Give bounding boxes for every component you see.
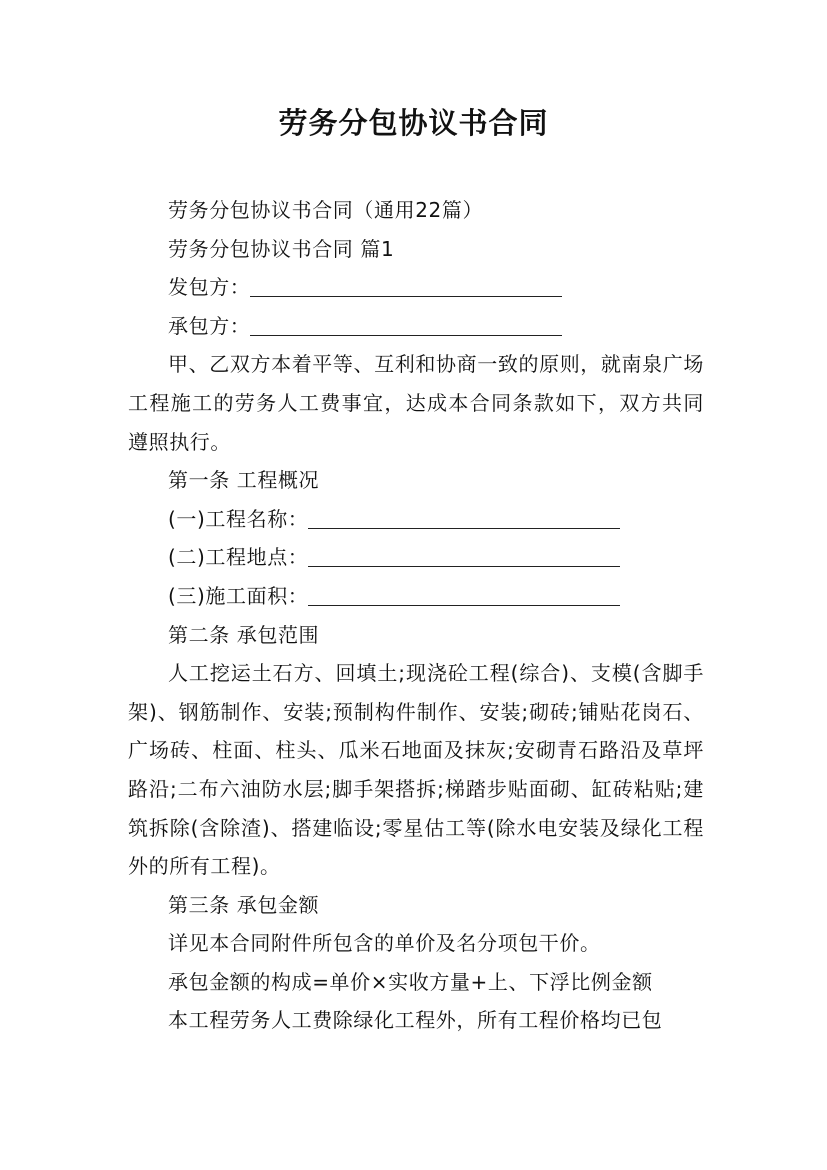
intro-paragraph: 甲、乙双方本着平等、互利和协商一致的原则，就南泉广场工程施工的劳务人工费事宜，达成本合同条款如下，双方共同遵照执行。 <box>128 352 704 454</box>
project-name-label: (一)工程名称： <box>168 506 309 531</box>
article-1-heading: 第一条 工程概况 <box>168 468 320 493</box>
party-b-line <box>128 307 704 346</box>
project-location-label: (二)工程地点： <box>168 545 309 570</box>
project-location-line <box>128 538 704 577</box>
project-location-blank <box>308 565 620 567</box>
price-formula-paragraph: 承包金额的构成=单价×实收方量+上、下浮比例金额 <box>168 969 653 994</box>
document-body <box>128 191 704 1040</box>
project-name-blank <box>308 527 620 529</box>
subtitle-paragraph: 劳务分包协议书合同（通用22篇） <box>168 198 484 222</box>
construction-area-line <box>128 577 704 616</box>
party-a-blank <box>250 295 562 297</box>
scope-paragraph: 人工挖运土石方、回填土;现浇砼工程(综合)、支模(含脚手架)、钢筋制作、安装;预制构件制作、安装;砌砖;铺贴花岗石、广场砖、柱面、柱头、瓜米石地面及抹灰;安砌青石路沿及草坪路沿;二布六油防水层;脚手架搭拆;梯踏步贴面砌、缸砖粘贴;建筑拆除(含除渣)、搭建临设;零星估工等(除水电安装及绿化工程外的所有工程)。 <box>128 661 704 879</box>
price-detail-paragraph: 详见本合同附件所包含的单价及名分项包干价。 <box>168 931 601 956</box>
project-name-line <box>128 500 704 539</box>
party-a-line <box>128 268 704 307</box>
document-title: 劳务分包协议书合同 <box>278 106 549 140</box>
article-2-heading: 第二条 承包范围 <box>168 622 320 647</box>
construction-area-blank <box>308 604 620 606</box>
party-b-blank <box>250 334 562 336</box>
part-heading: 劳务分包协议书合同 篇1 <box>168 236 395 261</box>
price-note-paragraph: 本工程劳务人工费除绿化工程外，所有工程价格均已包 <box>168 1008 663 1033</box>
article-3-heading: 第三条 承包金额 <box>168 892 320 917</box>
construction-area-label: (三)施工面积： <box>168 583 309 608</box>
party-a-label: 发包方： <box>168 275 251 300</box>
party-b-label: 承包方： <box>168 313 251 338</box>
